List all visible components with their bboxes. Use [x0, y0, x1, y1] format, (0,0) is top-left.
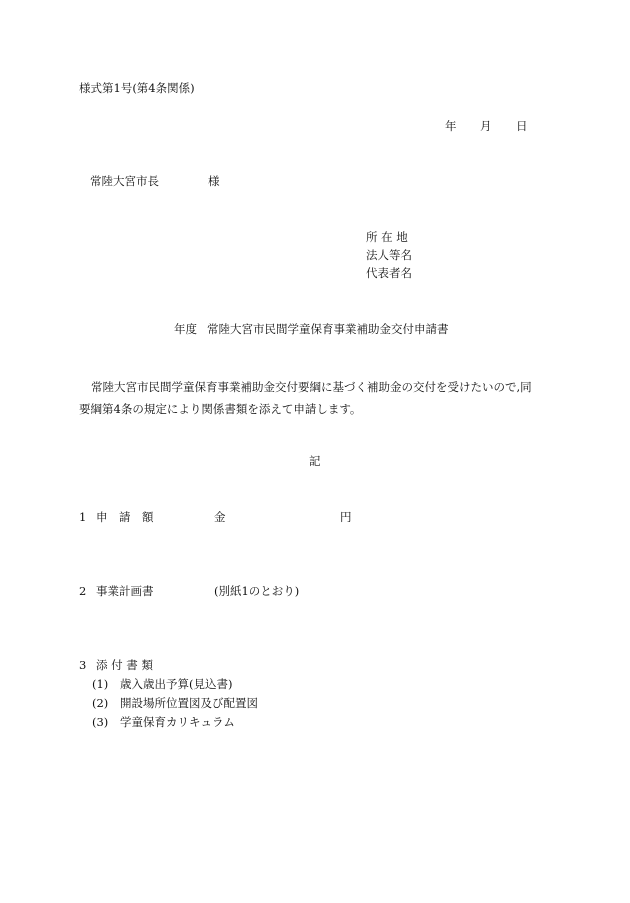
date-day-label: 日 [516, 119, 528, 133]
applicant-corp-name-label: 法人等名 [366, 248, 412, 262]
body-line-2: 要綱第4条の規定により関係書類を添えて申請します。 [79, 402, 362, 416]
item3-number: 3 [79, 658, 87, 672]
applicant-address-label: 所 在 地 [366, 230, 408, 244]
item3-subitem-2-text: 開設場所位置図及び配置図 [120, 696, 258, 710]
item2-number: 2 [79, 584, 87, 598]
form-number: 様式第1号(第4条関係) [79, 81, 195, 95]
item3-subitem-1-text: 歳入歳出予算(見込書) [120, 677, 233, 691]
item1-label: 申 請 額 [96, 510, 154, 524]
title-year-label: 年度 [174, 322, 197, 336]
item2-label: 事業計画書 [96, 584, 154, 598]
item1-unit: 円 [340, 510, 352, 524]
date-year-label: 年 [445, 119, 457, 133]
addressee-name: 常陸大宮市長 [90, 174, 159, 188]
item1-number: 1 [79, 510, 87, 524]
date-month-label: 月 [480, 119, 492, 133]
body-paragraph [79, 376, 549, 420]
body-line-1: 常陸大宮市民間学童保育事業補助金交付要綱に基づく補助金の交付を受けたいので,同 [91, 380, 532, 394]
item3-label: 添 付 書 類 [96, 658, 153, 672]
addressee-honorific: 様 [208, 174, 220, 188]
item2-note: (別紙1のとおり) [214, 584, 300, 598]
item1-currency-prefix: 金 [214, 510, 226, 524]
applicant-representative-label: 代表者名 [366, 266, 412, 280]
title-text: 常陸大宮市民間学童保育事業補助金交付申請書 [207, 322, 449, 336]
ki-mark: 記 [309, 454, 321, 468]
item3-subitem-2-num: (2) [92, 696, 109, 710]
item3-subitem-3-num: (3) [92, 715, 109, 729]
document-title [174, 321, 449, 337]
item3-subitem-3-text: 学童保育カリキュラム [120, 715, 235, 729]
item3-subitem-1-num: (1) [92, 677, 109, 691]
